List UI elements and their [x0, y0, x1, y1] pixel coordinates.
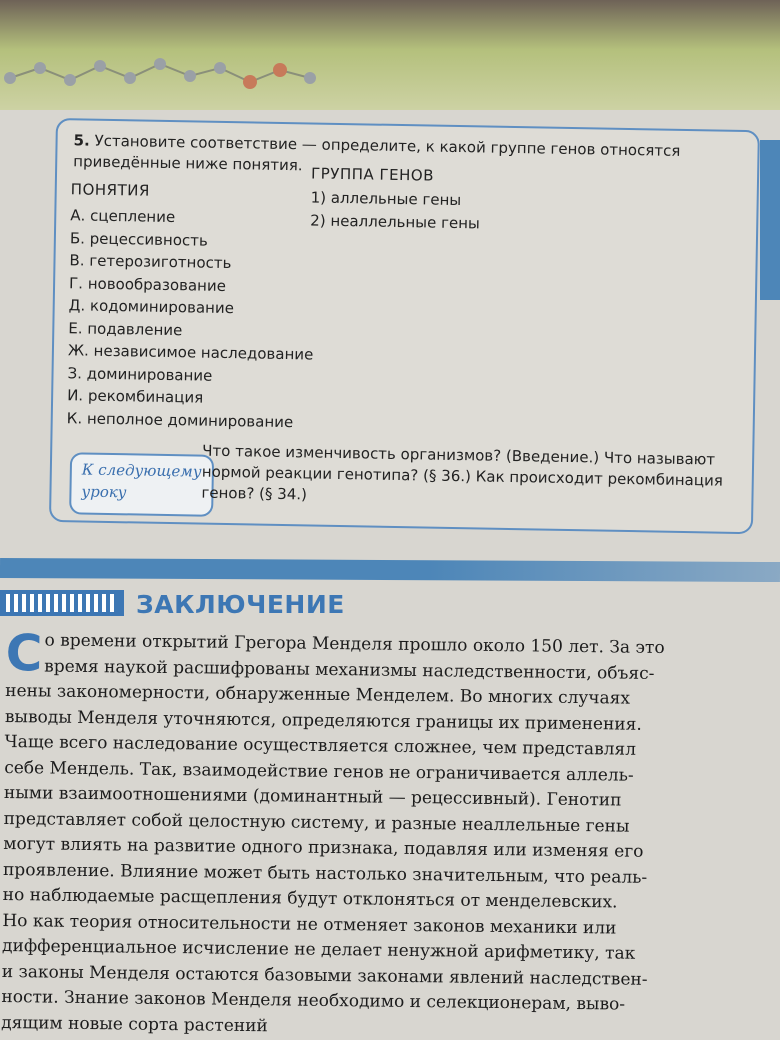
text-line: ности. Знание законов Менделя необходимо и селекционерам, выво- — [1, 986, 626, 1015]
task-instruction: Установите соответствие — определите, к какой группе генов относятся приведённые ниже понятия. — [73, 131, 681, 175]
text-line: Но как теория относительности не отменяет законов механики или — [2, 910, 617, 938]
text-line: Чаще всего наследование осуществляется сложнее, чем представлял — [4, 731, 637, 760]
task-5-box — [49, 118, 760, 534]
text-line: проявление. Влияние может быть настолько значительным, что реаль- — [2, 859, 648, 888]
heading-bars-decoration — [0, 590, 124, 616]
molecule-illustration — [0, 48, 340, 108]
decorative-header-band — [0, 0, 780, 110]
text-line: дифференциальное исчисление не делает ненужной арифметику, так — [1, 935, 636, 964]
text-line: но наблюдаемые расщепления будут отклоняться от менделевских. — [2, 884, 618, 913]
section-divider — [0, 558, 780, 582]
group-item: 2) неаллельные гены — [310, 211, 481, 233]
concepts-list — [67, 204, 316, 433]
groups-list — [310, 186, 480, 235]
text-line: время наукой расшифрованы механизмы наследственности, объяс- — [44, 655, 655, 684]
concepts-header: ПОНЯТИЯ — [70, 180, 150, 200]
concept-item: З. доминирование — [67, 363, 213, 385]
concept-item: Ж. независимое наследование — [67, 341, 314, 364]
chapter-heading — [0, 582, 780, 626]
text-line: ными взаимоотношениями (доминантный — рецессивный). Генотип — [3, 782, 622, 811]
drop-cap: С — [5, 624, 43, 683]
text-line: себе Мендель. Так, взаимодействие генов не ограничивается аллель- — [4, 757, 634, 786]
next-lesson-badge — [69, 452, 214, 517]
concept-item: А. сцепление — [70, 206, 176, 227]
concept-item: К. неполное доминирование — [66, 408, 294, 431]
side-color-tab — [760, 140, 780, 300]
concept-item: В. гетерозиготность — [69, 251, 232, 273]
text-line: могут влиять на развитие одного признака, подавляя или изменяя его — [3, 833, 644, 862]
next-lesson-questions: Что такое изменчивость организмов? (Введение.) Что называют нормой реакции генотипа? (§ 36.) Как происходит рекомбинация генов? (§ 34.) — [201, 441, 723, 504]
next-lesson-label: К следующему уроку — [81, 460, 202, 502]
text-line: о времени открытий Грегора Менделя прошло около 150 лет. За это — [44, 630, 665, 659]
concept-item: И. рекомбинация — [67, 386, 204, 407]
chapter-title: ЗАКЛЮЧЕНИЕ — [136, 590, 345, 619]
concept-item: Е. подавление — [68, 318, 183, 339]
task-number: 5. — [73, 131, 90, 150]
conclusion-text — [1, 624, 776, 1040]
groups-header: ГРУППА ГЕНОВ — [310, 164, 435, 185]
text-line: и законы Менделя остаются базовыми законами явлений наследствен- — [1, 961, 648, 990]
concept-item: Д. кодоминирование — [68, 296, 235, 318]
text-line: выводы Менделя уточняются, определяются границы их применения. — [4, 706, 642, 735]
text-line: представляет собой целостную систему, и разные неаллельные гены — [3, 808, 630, 837]
group-item: 1) аллельные гены — [310, 188, 462, 210]
concept-item: Г. новообразование — [68, 273, 227, 295]
text-line: нены закономерности, обнаруженные Менделем. Во многих случаях — [5, 680, 631, 709]
concept-item: Б. рецессивность — [69, 228, 208, 250]
text-line: дящим новые сорта растений — [1, 1012, 268, 1036]
